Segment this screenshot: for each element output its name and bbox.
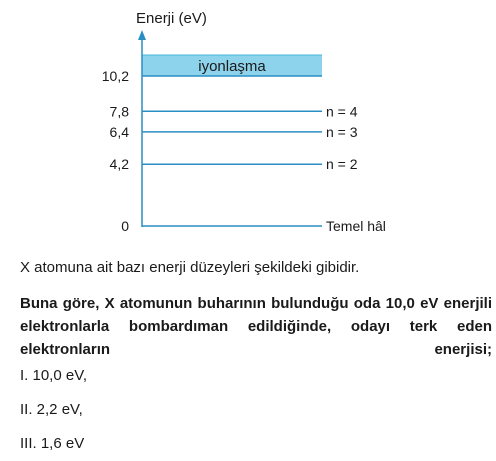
option-iii: III. 1,6 eV: [20, 435, 85, 452]
intro-text: X atomuna ait bazı enerji düzeyleri şekildeki gibidir.: [20, 259, 360, 276]
energy-level-state-label: Temel hâl: [326, 218, 386, 234]
energy-level-state-label: n = 4: [326, 103, 358, 120]
energy-level-state-label: n = 3: [326, 123, 358, 140]
energy-tick-label: 10,2: [101, 68, 129, 84]
ionization-label: iyonlaşma: [198, 58, 266, 75]
energy-tick-label: 7,8: [109, 103, 129, 120]
energy-tick-label: 6,4: [109, 123, 129, 140]
energy-tick-label: 0: [121, 218, 129, 234]
option-ii: II. 2,2 eV,: [20, 401, 83, 418]
option-i: I. 10,0 eV,: [20, 367, 88, 384]
energy-levels: [102, 68, 386, 234]
energy-axis-arrowhead: [138, 30, 146, 40]
energy-level-state-label: n = 2: [326, 156, 358, 173]
energy-axis-label: Enerji (eV): [136, 10, 207, 27]
question-text: Buna göre, X atomunun buharının bulunduğu oda 10,0 eV enerjili elektronlarla bombardıman edildiğinde, odayı terk eden elektronların enerjisi;: [20, 295, 492, 358]
energy-tick-label: 4,2: [109, 156, 129, 173]
